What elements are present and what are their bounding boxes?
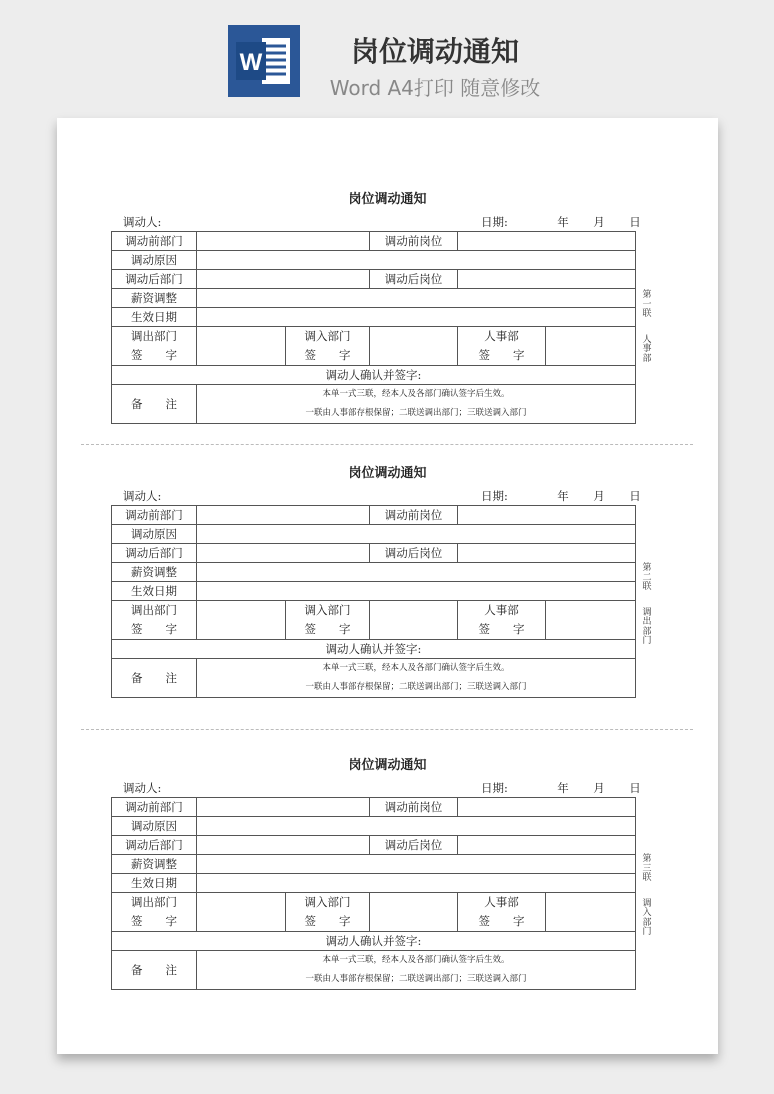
salary-field[interactable] [197,855,636,874]
month-label: 月 [593,781,605,795]
in-dept-sign-field[interactable] [370,893,458,932]
person-label: 调动人: [123,489,162,503]
copy-number: 第三联 [642,854,652,883]
copy-number: 第二联 [642,563,652,592]
word-logo-icon [228,25,300,97]
note-line-2: 一联由人事部存根保留；二联送调出部门；三联送调入部门 [305,682,527,692]
dept-after-label: 调动后部门 [112,544,197,563]
reason-label: 调动原因 [112,525,197,544]
table-row [112,270,636,289]
post-after-label: 调动后岗位 [370,544,458,563]
table-row [112,563,636,582]
cut-line [81,729,693,730]
in-dept-sign-field[interactable] [370,601,458,640]
table-row [112,366,636,385]
out-dept-label: 调出部门 [131,329,177,343]
table-row [112,836,636,855]
table-row [112,385,636,424]
remark-label: 备 注 [112,659,197,698]
table-row [112,232,636,251]
note-line-1: 本单一式三联，经本人及各部门确认签字后生效。 [322,663,510,673]
remark-label: 备 注 [112,951,197,990]
dept-after-field[interactable] [197,836,370,855]
effective-date-label: 生效日期 [112,874,197,893]
post-before-field[interactable] [458,798,636,817]
sign-label: 签 字 [304,348,351,362]
dept-before-field[interactable] [197,232,370,251]
hr-sign-field[interactable] [546,601,636,640]
dept-before-field[interactable] [197,506,370,525]
salary-label: 薪资调整 [112,855,197,874]
out-dept-label: 调出部门 [131,895,177,909]
confirm-sign-row[interactable]: 调动人确认并签字: [112,932,636,951]
day-label: 日 [629,781,641,795]
out-dept-sign-label [112,327,197,366]
table-row [112,525,636,544]
out-dept-sign-field[interactable] [197,893,286,932]
in-dept-sign-label [286,893,370,932]
in-dept-sign-label [286,327,370,366]
post-after-label: 调动后岗位 [370,270,458,289]
table-row [112,506,636,525]
year-label: 年 [557,215,569,229]
in-dept-label: 调入部门 [304,329,351,343]
date-row [481,780,653,796]
day-label: 日 [629,489,641,503]
copy-holder: 调出部门 [642,607,652,646]
hr-dept-label: 人事部 [484,603,519,617]
table-row [112,601,636,640]
table-row [112,817,636,836]
date-label: 日期: [481,489,508,503]
copy-number: 第一联 [642,290,652,319]
remark-note [197,385,636,424]
hr-sign-label [458,601,546,640]
out-dept-sign-field[interactable] [197,601,286,640]
dept-before-label: 调动前部门 [112,232,197,251]
post-after-field[interactable] [458,544,636,563]
banner-title: 岗位调动通知 [350,35,519,68]
post-before-field[interactable] [458,506,636,525]
dept-after-label: 调动后部门 [112,836,197,855]
effective-date-field[interactable] [197,582,636,601]
out-dept-sign-field[interactable] [197,327,286,366]
post-after-label: 调动后岗位 [370,836,458,855]
form-table [111,231,636,424]
person-label: 调动人: [123,215,162,229]
year-label: 年 [557,781,569,795]
confirm-sign-row[interactable]: 调动人确认并签字: [112,366,636,385]
form-table [111,505,636,698]
salary-label: 薪资调整 [112,563,197,582]
hr-sign-label [458,893,546,932]
table-row [112,582,636,601]
remark-label: 备 注 [112,385,197,424]
banner [0,0,774,110]
in-dept-sign-label [286,601,370,640]
effective-date-field[interactable] [197,874,636,893]
table-row [112,308,636,327]
table-row [112,327,636,366]
table-row [112,932,636,951]
cut-line [81,444,693,445]
dept-after-field[interactable] [197,270,370,289]
copy-holder: 调入部门 [642,898,652,937]
table-row [112,798,636,817]
document-page [57,118,718,1054]
in-dept-label: 调入部门 [304,603,351,617]
form-table [111,797,636,990]
date-row [481,214,653,230]
post-before-label: 调动前岗位 [370,232,458,251]
reason-label: 调动原因 [112,251,197,270]
form-title: 岗位调动通知 [348,758,427,773]
out-dept-sign-label [112,601,197,640]
table-row [112,640,636,659]
sign-label: 签 字 [131,348,177,362]
copy-holder: 人事部 [642,334,652,364]
form-title: 岗位调动通知 [348,192,427,207]
person-label: 调动人: [123,781,162,795]
dept-after-label: 调动后部门 [112,270,197,289]
day-label: 日 [629,215,641,229]
salary-field[interactable] [197,289,636,308]
note-line-2: 一联由人事部存根保留；二联送调出部门；三联送调入部门 [305,408,527,418]
reason-field[interactable] [197,525,636,544]
sign-label: 签 字 [131,914,177,928]
table-row [112,251,636,270]
table-row [112,893,636,932]
dept-before-field[interactable] [197,798,370,817]
effective-date-label: 生效日期 [112,308,197,327]
year-label: 年 [557,489,569,503]
sign-label: 签 字 [478,622,525,636]
note-line-1: 本单一式三联，经本人及各部门确认签字后生效。 [322,955,510,965]
post-after-field[interactable] [458,270,636,289]
in-dept-label: 调入部门 [304,895,351,909]
sign-label: 签 字 [304,622,351,636]
out-dept-sign-label [112,893,197,932]
table-row [112,659,636,698]
table-row [112,855,636,874]
in-dept-sign-field[interactable] [370,327,458,366]
out-dept-label: 调出部门 [131,603,177,617]
confirm-sign-row[interactable]: 调动人确认并签字: [112,640,636,659]
post-after-field[interactable] [458,836,636,855]
dept-after-field[interactable] [197,544,370,563]
remark-note [197,951,636,990]
banner-subtitle: Word A4打印 随意修改 [329,76,541,100]
date-label: 日期: [481,215,508,229]
table-row [112,951,636,990]
sign-label: 签 字 [131,622,177,636]
word-logo-letter: W [239,49,263,76]
copy-side-label [640,855,654,938]
table-row [112,874,636,893]
hr-sign-label [458,327,546,366]
month-label: 月 [593,489,605,503]
note-line-1: 本单一式三联，经本人及各部门确认签字后生效。 [322,389,510,399]
note-line-2: 一联由人事部存根保留；二联送调出部门；三联送调入部门 [305,974,527,984]
post-before-label: 调动前岗位 [370,506,458,525]
form-title: 岗位调动通知 [348,466,427,481]
salary-label: 薪资调整 [112,289,197,308]
dept-before-label: 调动前部门 [112,798,197,817]
sign-label: 签 字 [478,914,525,928]
reason-field[interactable] [197,251,636,270]
table-row [112,544,636,563]
dept-before-label: 调动前部门 [112,506,197,525]
salary-field[interactable] [197,563,636,582]
hr-sign-field[interactable] [546,893,636,932]
post-before-label: 调动前岗位 [370,798,458,817]
hr-dept-label: 人事部 [484,895,519,909]
remark-note [197,659,636,698]
month-label: 月 [593,215,605,229]
effective-date-label: 生效日期 [112,582,197,601]
copy-side-label [640,564,654,647]
sign-label: 签 字 [304,914,351,928]
date-row [481,488,653,504]
sign-label: 签 字 [478,348,525,362]
table-row [112,289,636,308]
hr-dept-label: 人事部 [484,329,519,343]
copy-side-label [640,291,654,364]
reason-field[interactable] [197,817,636,836]
reason-label: 调动原因 [112,817,197,836]
post-before-field[interactable] [458,232,636,251]
date-label: 日期: [481,781,508,795]
effective-date-field[interactable] [197,308,636,327]
hr-sign-field[interactable] [546,327,636,366]
